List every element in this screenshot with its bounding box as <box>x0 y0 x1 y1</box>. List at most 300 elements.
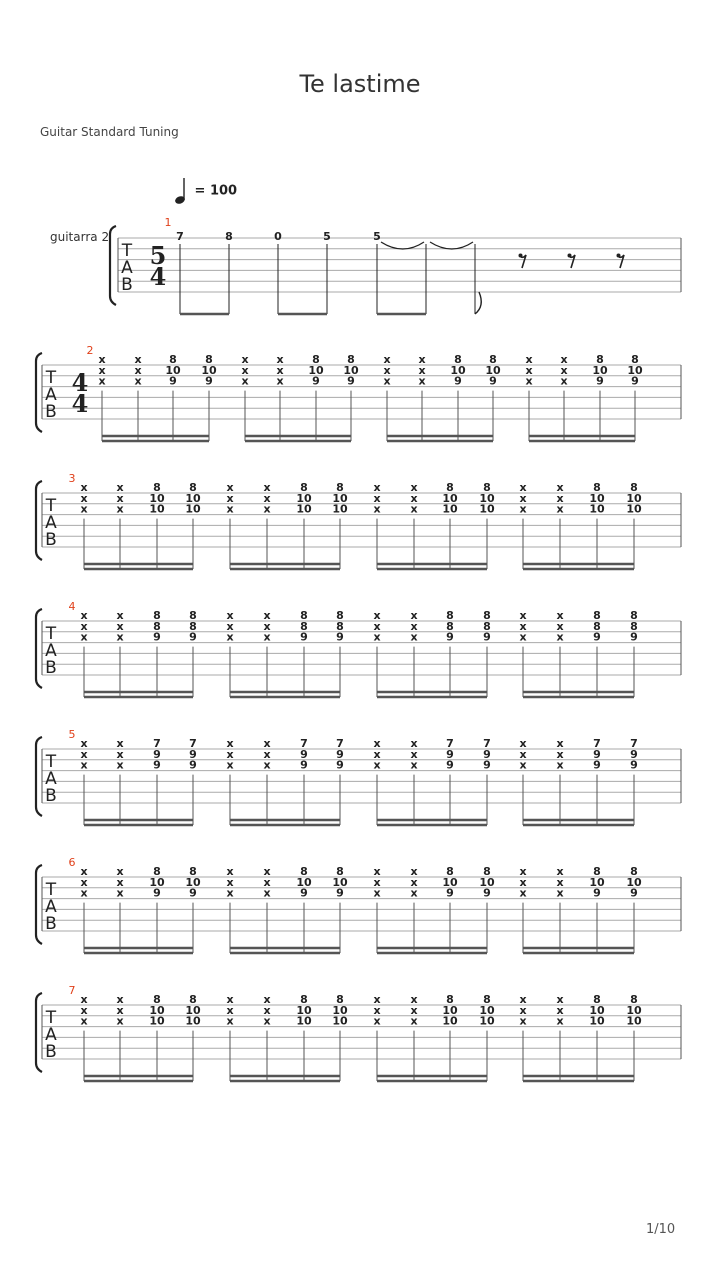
fret-number: 8 <box>225 230 233 243</box>
fret-number: 9 <box>593 747 601 761</box>
dead-note: x <box>373 758 381 772</box>
fret-number: 9 <box>336 630 344 644</box>
dead-note: x <box>556 619 564 633</box>
fret-number: 10 <box>296 1014 312 1028</box>
fret-number: 10 <box>589 502 605 516</box>
dead-note: x <box>226 875 234 889</box>
dead-note: x <box>134 363 142 377</box>
dead-note: x <box>263 491 271 505</box>
dead-note: x <box>226 993 234 1006</box>
dead-note: x <box>116 737 124 750</box>
fret-number: 8 <box>153 609 161 622</box>
fret-number: 9 <box>631 374 639 388</box>
measure-number: 6 <box>68 856 76 869</box>
dead-note: x <box>556 502 564 516</box>
dead-note: x <box>410 886 418 900</box>
tab-clef-letter: T <box>45 624 57 644</box>
fret-number: 8 <box>483 865 491 878</box>
dead-note: x <box>226 630 234 644</box>
dead-note: x <box>263 875 271 889</box>
dead-note: x <box>519 865 527 878</box>
dead-note: x <box>556 630 564 644</box>
tab-clef-letter: B <box>45 402 57 422</box>
tuning-label: Guitar Standard Tuning <box>40 125 179 139</box>
time-signature-bottom: 4 <box>71 389 89 418</box>
dead-note: x <box>98 353 106 366</box>
tab-clef-letter: T <box>45 752 57 772</box>
dead-note: x <box>519 502 527 516</box>
fret-number: 10 <box>626 1014 642 1028</box>
fret-number: 9 <box>189 747 197 761</box>
fret-number: 8 <box>446 481 454 494</box>
dead-note: x <box>519 630 527 644</box>
dead-note: x <box>226 758 234 772</box>
fret-number: 10 <box>185 491 201 505</box>
fret-number: 8 <box>446 993 454 1006</box>
fret-number: 10 <box>185 502 201 516</box>
dead-note: x <box>80 747 88 761</box>
system-6-bracket <box>36 865 42 944</box>
dead-note: x <box>525 363 533 377</box>
dead-note: x <box>263 481 271 494</box>
fret-number: 10 <box>296 502 312 516</box>
fret-number: 9 <box>153 758 161 772</box>
dead-note: x <box>80 619 88 633</box>
fret-number: 7 <box>446 737 454 750</box>
fret-number: 9 <box>630 886 638 900</box>
eighth-rest-dot <box>519 254 523 258</box>
fret-number: 10 <box>450 363 466 377</box>
tab-clef-letter: T <box>45 1008 57 1028</box>
dead-note: x <box>519 758 527 772</box>
dead-note: x <box>418 374 426 388</box>
dead-note: x <box>80 481 88 494</box>
dead-note: x <box>556 481 564 494</box>
fret-number: 7 <box>189 737 197 750</box>
fret-number: 8 <box>454 353 462 366</box>
dead-note: x <box>80 491 88 505</box>
tab-clef-letter: T <box>45 368 57 388</box>
tempo-value: 100 <box>209 183 238 199</box>
tab-clef-letter: A <box>45 769 57 789</box>
dead-note: x <box>373 502 381 516</box>
dead-note: x <box>241 374 249 388</box>
dead-note: x <box>226 747 234 761</box>
dead-note: x <box>373 630 381 644</box>
fret-number: 8 <box>446 609 454 622</box>
fret-number: 8 <box>189 865 197 878</box>
dead-note: x <box>116 502 124 516</box>
dead-note: x <box>556 1014 564 1028</box>
fret-number: 8 <box>189 993 197 1006</box>
fret-number: 10 <box>479 502 495 516</box>
dead-note: x <box>556 609 564 622</box>
dead-note: x <box>116 1014 124 1028</box>
tab-clef-letter: T <box>45 880 57 900</box>
fret-number: 10 <box>149 502 165 516</box>
tab-clef-letter: B <box>45 1042 57 1062</box>
dead-note: x <box>98 374 106 388</box>
fret-number: 8 <box>593 993 601 1006</box>
fret-number: 10 <box>185 1014 201 1028</box>
dead-note: x <box>410 609 418 622</box>
dead-note: x <box>226 491 234 505</box>
fret-number: 10 <box>479 1003 495 1017</box>
fret-number: 9 <box>446 747 454 761</box>
dead-note: x <box>116 491 124 505</box>
dead-note: x <box>373 865 381 878</box>
fret-number: 8 <box>483 993 491 1006</box>
fret-number: 9 <box>205 374 213 388</box>
track-label: guitarra 2 <box>50 230 110 244</box>
fret-number: 8 <box>300 609 308 622</box>
fret-number: 10 <box>592 363 608 377</box>
dead-note: x <box>116 609 124 622</box>
fret-number: 8 <box>189 619 197 633</box>
dead-note: x <box>80 1014 88 1028</box>
dead-note: x <box>519 1014 527 1028</box>
dead-note: x <box>226 737 234 750</box>
dead-note: x <box>519 1003 527 1017</box>
dead-note: x <box>519 491 527 505</box>
tab-clef-letter: A <box>121 258 133 278</box>
dead-note: x <box>373 481 381 494</box>
dead-note: x <box>373 491 381 505</box>
fret-number: 9 <box>489 374 497 388</box>
fret-number: 8 <box>347 353 355 366</box>
dead-note: x <box>373 747 381 761</box>
fret-number: 9 <box>336 758 344 772</box>
dead-note: x <box>373 609 381 622</box>
dead-note: x <box>263 1014 271 1028</box>
dead-note: x <box>263 758 271 772</box>
fret-number: 9 <box>153 886 161 900</box>
fret-number: 8 <box>153 993 161 1006</box>
dead-note: x <box>134 374 142 388</box>
fret-number: 8 <box>205 353 213 366</box>
system-1-bracket <box>110 226 116 305</box>
fret-number: 8 <box>153 619 161 633</box>
fret-number: 10 <box>626 491 642 505</box>
fret-number: 9 <box>336 747 344 761</box>
fret-number: 8 <box>593 481 601 494</box>
dead-note: x <box>556 758 564 772</box>
measure-number: 2 <box>86 344 94 357</box>
fret-number: 10 <box>589 1014 605 1028</box>
fret-number: 9 <box>347 374 355 388</box>
fret-number: 5 <box>323 230 331 243</box>
dead-note: x <box>226 619 234 633</box>
fret-number: 10 <box>589 875 605 889</box>
system-4-bracket <box>36 609 42 688</box>
dead-note: x <box>410 865 418 878</box>
fret-number: 10 <box>442 502 458 516</box>
dead-note: x <box>556 993 564 1006</box>
dead-note: x <box>373 737 381 750</box>
dead-note: x <box>556 1003 564 1017</box>
dead-note: x <box>80 875 88 889</box>
fret-number: 10 <box>332 1014 348 1028</box>
fret-number: 8 <box>630 619 638 633</box>
measure-number: 5 <box>68 728 76 741</box>
fret-number: 7 <box>153 737 161 750</box>
fret-number: 9 <box>630 747 638 761</box>
dead-note: x <box>556 865 564 878</box>
fret-number: 8 <box>300 619 308 633</box>
fret-number: 7 <box>593 737 601 750</box>
fret-number: 9 <box>446 886 454 900</box>
fret-number: 10 <box>296 491 312 505</box>
dead-note: x <box>373 1003 381 1017</box>
dead-note: x <box>226 481 234 494</box>
dead-note: x <box>410 491 418 505</box>
dead-note: x <box>410 747 418 761</box>
fret-number: 10 <box>485 363 501 377</box>
dead-note: x <box>276 374 284 388</box>
fret-number: 10 <box>332 491 348 505</box>
dead-note: x <box>263 886 271 900</box>
dead-note: x <box>226 502 234 516</box>
fret-number: 7 <box>630 737 638 750</box>
tab-clef-letter: T <box>45 496 57 516</box>
tab-clef-letter: A <box>45 897 57 917</box>
fret-number: 8 <box>483 481 491 494</box>
fret-number: 10 <box>165 363 181 377</box>
dead-note: x <box>263 993 271 1006</box>
fret-number: 10 <box>479 491 495 505</box>
fret-number: 9 <box>483 630 491 644</box>
fret-number: 9 <box>593 886 601 900</box>
fret-number: 9 <box>153 747 161 761</box>
fret-number: 8 <box>631 353 639 366</box>
dead-note: x <box>410 619 418 633</box>
fret-number: 10 <box>149 1014 165 1028</box>
fret-number: 8 <box>336 993 344 1006</box>
fret-number: 8 <box>336 619 344 633</box>
fret-number: 8 <box>336 481 344 494</box>
fret-number: 8 <box>300 481 308 494</box>
tab-clef-letter: B <box>45 530 57 550</box>
system-5-bracket <box>36 737 42 816</box>
dead-note: x <box>418 363 426 377</box>
fret-number: 7 <box>176 230 184 243</box>
dead-note: x <box>556 747 564 761</box>
dead-note: x <box>116 630 124 644</box>
fret-number: 10 <box>332 875 348 889</box>
dead-note: x <box>241 363 249 377</box>
measure-number: 4 <box>68 600 76 613</box>
dead-note: x <box>519 993 527 1006</box>
tab-clef-letter: A <box>45 513 57 533</box>
fret-number: 10 <box>308 363 324 377</box>
dead-note: x <box>383 374 391 388</box>
time-signature-top: 5 <box>149 241 167 270</box>
dead-note: x <box>560 353 568 366</box>
system-3-bracket <box>36 481 42 560</box>
dead-note: x <box>80 502 88 516</box>
fret-number: 9 <box>593 758 601 772</box>
fret-number: 10 <box>442 491 458 505</box>
fret-number: 9 <box>169 374 177 388</box>
song-title: Te lastime <box>299 70 421 98</box>
fret-number: 8 <box>153 481 161 494</box>
fret-number: 10 <box>149 1003 165 1017</box>
fret-number: 10 <box>201 363 217 377</box>
dead-note: x <box>263 737 271 750</box>
fret-number: 8 <box>446 619 454 633</box>
dead-note: x <box>410 875 418 889</box>
fret-number: 8 <box>446 865 454 878</box>
fret-number: 10 <box>589 491 605 505</box>
fret-number: 9 <box>483 747 491 761</box>
fret-number: 9 <box>300 630 308 644</box>
tab-clef-letter: B <box>45 658 57 678</box>
fret-number: 8 <box>153 865 161 878</box>
dead-note: x <box>80 758 88 772</box>
tab-clef-letter: A <box>45 385 57 405</box>
fret-number: 10 <box>589 1003 605 1017</box>
dead-note: x <box>373 886 381 900</box>
dead-note: x <box>525 374 533 388</box>
dead-note: x <box>116 886 124 900</box>
dead-note: x <box>410 630 418 644</box>
dead-note: x <box>226 1003 234 1017</box>
fret-number: 9 <box>189 758 197 772</box>
fret-number: 10 <box>626 875 642 889</box>
fret-number: 9 <box>336 886 344 900</box>
tie-arc <box>430 242 473 249</box>
dead-note: x <box>116 865 124 878</box>
dead-note: x <box>263 609 271 622</box>
fret-number: 8 <box>189 481 197 494</box>
fret-number: 10 <box>626 1003 642 1017</box>
dead-note: x <box>98 363 106 377</box>
dead-note: x <box>116 758 124 772</box>
fret-number: 8 <box>593 619 601 633</box>
fret-number: 9 <box>189 886 197 900</box>
dead-note: x <box>80 886 88 900</box>
dead-note: x <box>226 865 234 878</box>
fret-number: 10 <box>343 363 359 377</box>
dead-note: x <box>276 363 284 377</box>
fret-number: 8 <box>483 609 491 622</box>
fret-number: 10 <box>185 1003 201 1017</box>
fret-number: 8 <box>630 993 638 1006</box>
dead-note: x <box>80 630 88 644</box>
dead-note: x <box>519 737 527 750</box>
measure-number: 7 <box>68 984 76 997</box>
fret-number: 8 <box>169 353 177 366</box>
dead-note: x <box>519 747 527 761</box>
fret-number: 9 <box>483 758 491 772</box>
dead-note: x <box>560 363 568 377</box>
tempo-equals: = <box>194 183 206 199</box>
dead-note: x <box>410 1003 418 1017</box>
dead-note: x <box>116 481 124 494</box>
dead-note: x <box>226 609 234 622</box>
dead-note: x <box>263 619 271 633</box>
tab-clef-letter: T <box>121 241 133 261</box>
fret-number: 8 <box>593 609 601 622</box>
fret-number: 8 <box>596 353 604 366</box>
tie-arc <box>381 242 424 249</box>
fret-number: 10 <box>442 875 458 889</box>
dead-note: x <box>556 886 564 900</box>
fret-number: 9 <box>153 630 161 644</box>
dead-note: x <box>116 875 124 889</box>
fret-number: 7 <box>483 737 491 750</box>
page-number: 1/10 <box>646 1222 676 1237</box>
dead-note: x <box>276 353 284 366</box>
fret-number: 10 <box>442 1003 458 1017</box>
fret-number: 8 <box>593 865 601 878</box>
fret-number: 8 <box>300 993 308 1006</box>
fret-number: 9 <box>300 758 308 772</box>
dead-note: x <box>263 865 271 878</box>
dead-note: x <box>560 374 568 388</box>
dead-note: x <box>263 1003 271 1017</box>
fret-number: 8 <box>489 353 497 366</box>
fret-number: 10 <box>149 491 165 505</box>
dead-note: x <box>556 491 564 505</box>
dead-note: x <box>80 865 88 878</box>
measure-number: 1 <box>164 216 172 229</box>
fret-number: 8 <box>630 481 638 494</box>
dead-note: x <box>418 353 426 366</box>
fret-number: 5 <box>373 230 381 243</box>
fret-number: 8 <box>336 865 344 878</box>
dead-note: x <box>263 747 271 761</box>
fret-number: 9 <box>446 758 454 772</box>
fret-number: 10 <box>479 1014 495 1028</box>
dead-note: x <box>410 502 418 516</box>
dead-note: x <box>519 609 527 622</box>
dead-note: x <box>410 993 418 1006</box>
fret-number: 10 <box>296 875 312 889</box>
fret-number: 9 <box>189 630 197 644</box>
dead-note: x <box>373 1014 381 1028</box>
fret-number: 8 <box>630 865 638 878</box>
dead-note: x <box>241 353 249 366</box>
fret-number: 8 <box>189 609 197 622</box>
fret-number: 8 <box>336 609 344 622</box>
dead-note: x <box>226 886 234 900</box>
fret-number: 9 <box>630 758 638 772</box>
dead-note: x <box>116 619 124 633</box>
dead-note: x <box>519 875 527 889</box>
dead-note: x <box>383 363 391 377</box>
dead-note: x <box>410 758 418 772</box>
fret-number: 10 <box>185 875 201 889</box>
tab-clef-letter: B <box>121 275 133 295</box>
dead-note: x <box>226 1014 234 1028</box>
time-signature-bottom: 4 <box>149 262 167 291</box>
fret-number: 9 <box>300 747 308 761</box>
dead-note: x <box>80 1003 88 1017</box>
fret-number: 8 <box>312 353 320 366</box>
dead-note: x <box>263 630 271 644</box>
dead-note: x <box>263 502 271 516</box>
fret-number: 9 <box>596 374 604 388</box>
fret-number: 9 <box>446 630 454 644</box>
eighth-rest-dot <box>568 254 572 258</box>
fret-number: 7 <box>300 737 308 750</box>
fret-number: 10 <box>332 1003 348 1017</box>
fret-number: 9 <box>593 630 601 644</box>
dead-note: x <box>80 609 88 622</box>
tab-clef-letter: B <box>45 914 57 934</box>
dead-note: x <box>556 875 564 889</box>
